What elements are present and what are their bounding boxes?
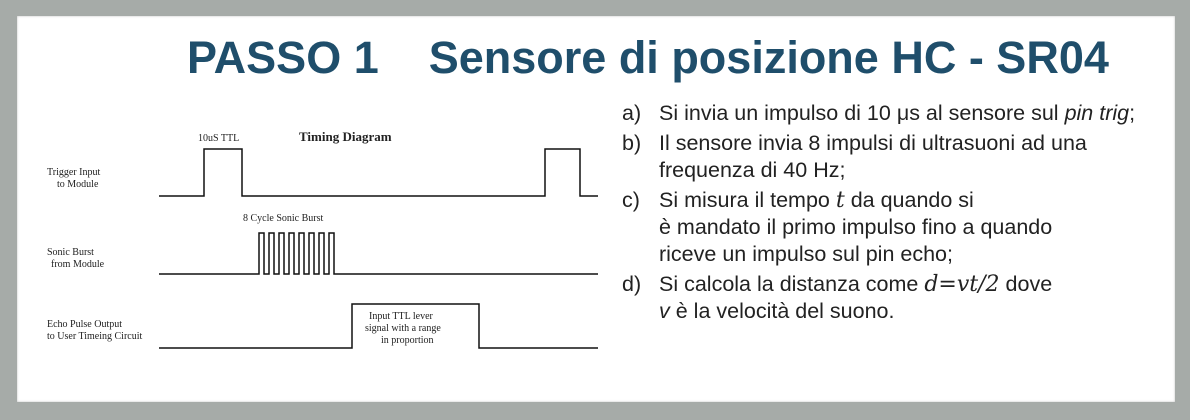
row-label-echo-1: Echo Pulse Output <box>47 319 122 330</box>
step-a <box>622 100 1170 127</box>
timing-diagram-svg <box>47 111 607 371</box>
step-b-text2: una frequenza di 40 Hz; <box>659 131 1087 182</box>
burst-label: 8 Cycle Sonic Burst <box>243 213 324 224</box>
step-c-marker: c) <box>622 188 640 212</box>
step-d-symbol: v <box>659 299 670 323</box>
echo-box-line-3: in proportion <box>381 335 434 346</box>
step-c-line3: riceve un impulso sul pin echo; <box>659 242 953 266</box>
step-b-text <box>659 130 1170 184</box>
step-b-text1: Il sensore invia 8 impulsi di ultrasuoni ad <box>659 131 1046 155</box>
row-label-trigger-1: Trigger Input <box>47 167 101 178</box>
step-a-text1: Si invia un impulso di 10 μs al sensore sul <box>659 101 1059 125</box>
row-label-echo-2: to User Timeing Circuit <box>47 331 143 342</box>
step-a-text2: ; <box>1129 101 1136 125</box>
step-c-text2: da quando si <box>850 188 974 212</box>
step-d <box>622 271 1170 325</box>
title-step: PASSO 1 <box>187 32 379 83</box>
step-a-text <box>659 100 1170 127</box>
step-c <box>622 187 1170 268</box>
slide-title <box>187 30 1162 86</box>
slide-panel <box>17 16 1175 402</box>
row-label-burst-2: from Module <box>51 259 105 270</box>
burst-waveform <box>159 233 598 274</box>
step-c-text1: Si misura il tempo <box>659 188 830 212</box>
steps-list <box>622 100 1170 328</box>
step-d-text <box>659 271 1170 325</box>
pulse-label: 10uS TTL <box>198 133 240 144</box>
step-d-text2: dove <box>1005 272 1053 296</box>
echo-box-line-2: signal with a range <box>365 323 441 334</box>
step-c-text <box>659 187 1170 268</box>
echo-box-line-1: Input TTL lever <box>369 311 433 322</box>
trigger-waveform <box>159 149 598 196</box>
diagram-title: Timing Diagram <box>299 129 392 144</box>
step-a-marker: a) <box>622 101 642 125</box>
step-d-text3: è la velocità del suono. <box>675 299 895 323</box>
row-label-trigger-2: to Module <box>57 179 99 190</box>
row-label-burst-1: Sonic Burst <box>47 247 94 258</box>
step-a-italic: pin trig <box>1064 101 1130 125</box>
step-c-symbol: t <box>835 188 845 213</box>
step-c-line2: è mandato il primo impulso fino a quando <box>659 215 1053 239</box>
timing-diagram <box>47 111 607 371</box>
step-b <box>622 130 1170 184</box>
step-d-formula: d=vt/2 <box>924 272 1000 297</box>
step-d-marker: d) <box>622 272 642 296</box>
title-heading: Sensore di posizione HC - SR04 <box>428 32 1109 83</box>
step-b-marker: b) <box>622 131 642 155</box>
step-d-text1: Si calcola la distanza come <box>659 272 919 296</box>
